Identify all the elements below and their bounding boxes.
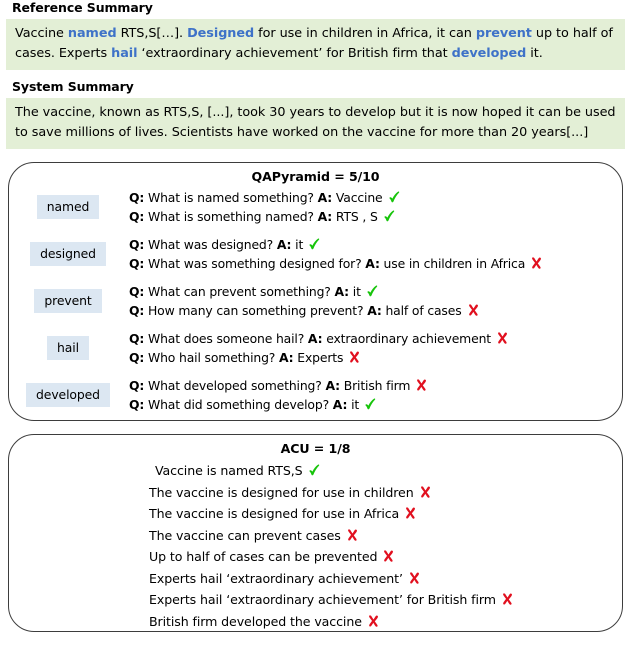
acu-item <box>9 503 622 525</box>
answer-prefix: A: <box>317 209 333 224</box>
answer-prefix: A: <box>307 331 323 346</box>
qapyramid-predicate-label: named <box>37 195 100 219</box>
reference-keyword: hail <box>111 46 138 61</box>
reference-summary-section <box>6 0 625 70</box>
question-prefix: Q: <box>129 378 145 393</box>
cross-icon <box>496 331 509 345</box>
system-summary-heading: System Summary <box>12 79 134 94</box>
acu-item-text: The vaccine is designed for use in Africa <box>149 506 400 521</box>
question-text: What did something develop? <box>144 397 333 412</box>
cross-icon <box>415 378 428 392</box>
answer-prefix: A: <box>367 303 382 318</box>
question-prefix: Q: <box>129 303 145 318</box>
qapyramid-qa-line <box>129 376 622 395</box>
qapyramid-panel <box>8 162 623 421</box>
cross-icon <box>408 571 421 585</box>
spacer <box>6 149 625 162</box>
answer-prefix: A: <box>317 190 333 205</box>
check-icon <box>364 397 377 411</box>
answer-text: it <box>347 397 360 412</box>
qapyramid-qa-line <box>129 188 622 207</box>
acu-item-text: Up to half of cases can be prevented <box>149 549 378 564</box>
spacer <box>6 421 625 434</box>
answer-text: half of cases <box>381 303 462 318</box>
qapyramid-qa-lines <box>127 235 622 273</box>
qapyramid-qa-lines <box>127 329 622 367</box>
qapyramid-qa-line <box>129 395 622 414</box>
cross-icon <box>419 485 432 499</box>
acu-item-text: The vaccine can prevent cases <box>149 527 341 543</box>
question-prefix: Q: <box>129 209 145 224</box>
question-text: What developed something? <box>144 378 326 393</box>
qapyramid-title: QAPyramid = 5/10 <box>251 169 380 184</box>
system-summary-text: The vaccine, known as RTS,S, [...], took 30 years to develop but it is now hoped it can be used to save millions of lives. Scientists have worked on the vaccine for more than 20 years[...] <box>6 98 625 149</box>
acu-item-text: Vaccine is named RTS,S <box>155 463 303 478</box>
answer-prefix: A: <box>334 284 349 299</box>
qapyramid-group-list <box>9 188 622 414</box>
answer-text: British firm <box>339 378 411 393</box>
reference-text-run: up to half of cases. Experts <box>15 26 613 61</box>
answer-prefix: A: <box>332 397 348 412</box>
cross-icon <box>404 506 417 520</box>
answer-text: Vaccine <box>332 190 383 205</box>
acu-item <box>9 460 622 482</box>
qapyramid-predicate-label: prevent <box>34 289 101 313</box>
question-prefix: Q: <box>129 237 145 252</box>
qapyramid-group <box>9 188 622 226</box>
answer-text: it <box>349 284 361 299</box>
reference-text-run: RTS,S[…]. <box>116 26 188 41</box>
qapyramid-qa-line <box>129 235 622 254</box>
answer-prefix: A: <box>279 350 294 365</box>
cross-icon <box>382 549 395 563</box>
check-icon <box>388 190 401 204</box>
question-prefix: Q: <box>129 190 145 205</box>
acu-item-list <box>9 460 622 632</box>
acu-item <box>9 546 622 568</box>
qapyramid-qa-lines <box>127 376 622 414</box>
reference-keyword: prevent <box>475 26 532 41</box>
check-icon <box>366 284 379 298</box>
acu-item <box>9 568 622 590</box>
qapyramid-qa-lines <box>127 188 622 226</box>
reference-keyword: Designed <box>187 26 255 41</box>
qapyramid-predicate-label: hail <box>47 336 89 360</box>
answer-text: Experts <box>293 350 344 365</box>
acu-item <box>9 525 622 547</box>
qapyramid-label-cell <box>9 383 127 407</box>
answer-text: extraordinary achievement <box>322 331 491 346</box>
acu-title: ACU = 1/8 <box>280 441 351 456</box>
acu-item-text: Experts hail ‘extraordinary achievement’ <box>149 570 403 586</box>
qapyramid-group <box>9 376 622 414</box>
acu-item <box>9 611 622 633</box>
acu-item-text: Experts hail ‘extraordinary achievement’ for British firm <box>149 592 496 607</box>
cross-icon <box>501 592 514 606</box>
reference-text-run: it. <box>526 46 543 61</box>
cross-icon <box>367 614 380 628</box>
qapyramid-group <box>9 235 622 273</box>
check-icon <box>308 463 321 477</box>
question-prefix: Q: <box>129 331 145 346</box>
qapyramid-qa-line <box>129 282 622 301</box>
reference-text-run: for use in children in Africa, it can <box>254 26 476 41</box>
reference-text-run: Vaccine <box>15 26 68 41</box>
cross-icon <box>346 528 359 542</box>
acu-item-text: British firm developed the vaccine <box>149 613 362 629</box>
answer-prefix: A: <box>325 378 340 393</box>
acu-item-text: The vaccine is designed for use in children <box>149 484 414 500</box>
question-text: What does someone hail? <box>144 331 308 346</box>
check-icon <box>383 209 396 223</box>
qapyramid-qa-line <box>129 329 622 348</box>
answer-text: it <box>291 237 304 252</box>
spacer <box>6 70 625 79</box>
answer-prefix: A: <box>276 237 292 252</box>
check-icon <box>308 237 321 251</box>
question-prefix: Q: <box>129 397 145 412</box>
qapyramid-group <box>9 282 622 320</box>
qapyramid-label-cell <box>9 195 127 219</box>
reference-keyword: developed <box>451 46 527 61</box>
qapyramid-qa-line <box>129 207 622 226</box>
acu-panel <box>8 434 623 632</box>
qapyramid-label-cell <box>9 289 127 313</box>
system-summary-section <box>6 79 625 149</box>
reference-summary-heading: Reference Summary <box>12 0 153 15</box>
question-prefix: Q: <box>129 284 145 299</box>
question-text: What can prevent something? <box>144 284 335 299</box>
question-prefix: Q: <box>129 350 145 365</box>
answer-prefix: A: <box>365 256 380 271</box>
qapyramid-group <box>9 329 622 367</box>
qapyramid-label-cell <box>9 336 127 360</box>
qapyramid-label-cell <box>9 242 127 266</box>
qapyramid-predicate-label: designed <box>30 242 106 266</box>
qapyramid-predicate-label: developed <box>26 383 110 407</box>
question-prefix: Q: <box>129 256 145 271</box>
qapyramid-qa-line <box>129 254 622 273</box>
qapyramid-qa-line <box>129 348 622 367</box>
question-text: What is named something? <box>144 190 318 205</box>
reference-summary-text <box>6 19 625 70</box>
question-text: How many can something prevent? <box>144 303 368 318</box>
qapyramid-qa-lines <box>127 282 622 320</box>
reference-text-run: ‘extraordinary achievement’ for British firm that <box>137 46 452 61</box>
cross-icon <box>467 303 480 317</box>
answer-text: use in children in Africa <box>379 256 526 271</box>
question-text: What was designed? <box>144 237 277 252</box>
acu-item <box>9 482 622 504</box>
question-text: Who hail something? <box>144 350 280 365</box>
cross-icon <box>530 256 543 270</box>
question-text: What was something designed for? <box>144 256 366 271</box>
reference-keyword: named <box>67 26 117 41</box>
cross-icon <box>348 350 361 364</box>
acu-item <box>9 589 622 611</box>
qapyramid-qa-line <box>129 301 622 320</box>
answer-text: RTS , S <box>332 209 378 224</box>
question-text: What is something named? <box>144 209 318 224</box>
